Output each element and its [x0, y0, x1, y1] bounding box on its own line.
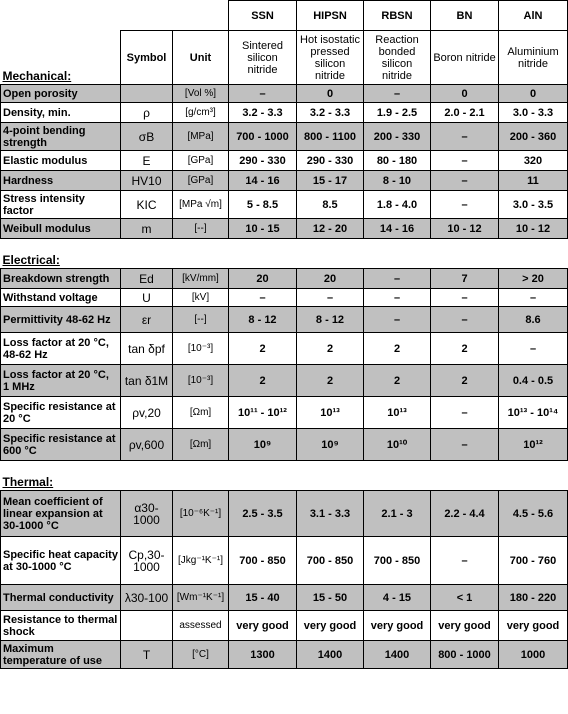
desc-aln: Aluminium nitride: [499, 31, 568, 85]
value-ssn: 700 - 850: [229, 537, 297, 585]
value-aln: 320: [499, 151, 568, 171]
value-ssn: 2.5 - 3.5: [229, 491, 297, 537]
value-hipsn: 20: [297, 269, 364, 289]
desc-rbsn: Reaction bonded silicon nitride: [364, 31, 431, 85]
unit-cell: [kV]: [173, 289, 229, 307]
value-aln: 3.0 - 3.5: [499, 191, 568, 219]
electrical-title-row: [1, 239, 568, 269]
unit-cell: [°C]: [173, 641, 229, 669]
value-bn: 2: [431, 333, 499, 365]
mechanical-row: [1, 191, 568, 219]
value-rbsn: –: [364, 307, 431, 333]
value-aln: 8.6: [499, 307, 568, 333]
property-name: Open porosity: [1, 85, 121, 103]
code-bn: BN: [431, 1, 499, 31]
symbol-cell: [121, 611, 173, 641]
value-ssn: 1300: [229, 641, 297, 669]
value-bn: 800 - 1000: [431, 641, 499, 669]
code-hipsn: HIPSN: [297, 1, 364, 31]
value-aln: 180 - 220: [499, 585, 568, 611]
property-name: Permittivity 48-62 Hz: [1, 307, 121, 333]
value-rbsn: –: [364, 269, 431, 289]
value-hipsn: 2: [297, 333, 364, 365]
symbol-cell: Cp,30-1000: [121, 537, 173, 585]
value-aln: 3.0 - 3.3: [499, 103, 568, 123]
symbol-cell: U: [121, 289, 173, 307]
property-name: Mean coefficient of linear expansion at 30-1000 °C: [1, 491, 121, 537]
value-hipsn: 8 - 12: [297, 307, 364, 333]
value-ssn: 14 - 16: [229, 171, 297, 191]
value-ssn: 10¹¹ - 10¹²: [229, 397, 297, 429]
property-name: Loss factor at 20 °C, 48-62 Hz: [1, 333, 121, 365]
description-row: [1, 31, 568, 85]
property-name: Breakdown strength: [1, 269, 121, 289]
desc-hipsn: Hot isostatic pressed silicon nitride: [297, 31, 364, 85]
value-rbsn: very good: [364, 611, 431, 641]
mechanical-section: [1, 85, 568, 239]
value-hipsn: 3.2 - 3.3: [297, 103, 364, 123]
value-ssn: 20: [229, 269, 297, 289]
value-ssn: 10⁹: [229, 429, 297, 461]
unit-cell: [--]: [173, 219, 229, 239]
value-bn: very good: [431, 611, 499, 641]
value-bn: < 1: [431, 585, 499, 611]
value-aln: 1000: [499, 641, 568, 669]
value-rbsn: 80 - 180: [364, 151, 431, 171]
value-bn: 0: [431, 85, 499, 103]
electrical-row: [1, 289, 568, 307]
value-hipsn: 15 - 17: [297, 171, 364, 191]
value-hipsn: 12 - 20: [297, 219, 364, 239]
section-thermal: Thermal:: [2, 475, 54, 489]
symbol-header: Symbol: [121, 31, 173, 85]
electrical-section: [1, 269, 568, 461]
electrical-row: [1, 429, 568, 461]
value-hipsn: very good: [297, 611, 364, 641]
value-ssn: –: [229, 85, 297, 103]
property-name: Hardness: [1, 171, 121, 191]
electrical-row: [1, 307, 568, 333]
value-ssn: 700 - 1000: [229, 123, 297, 151]
value-bn: –: [431, 171, 499, 191]
unit-cell: [10⁻³]: [173, 333, 229, 365]
value-hipsn: 3.1 - 3.3: [297, 491, 364, 537]
property-name: Thermal conductivity: [1, 585, 121, 611]
unit-cell: [kV/mm]: [173, 269, 229, 289]
value-ssn: very good: [229, 611, 297, 641]
value-hipsn: 15 - 50: [297, 585, 364, 611]
unit-cell: [g/cm³]: [173, 103, 229, 123]
value-ssn: –: [229, 289, 297, 307]
mechanical-row: [1, 151, 568, 171]
mechanical-row: [1, 171, 568, 191]
section-electrical: Electrical:: [2, 253, 60, 267]
value-bn: –: [431, 537, 499, 585]
value-rbsn: 4 - 15: [364, 585, 431, 611]
code-aln: AlN: [499, 1, 568, 31]
value-bn: –: [431, 151, 499, 171]
property-name: Resistance to thermal shock: [1, 611, 121, 641]
value-rbsn: 1.9 - 2.5: [364, 103, 431, 123]
material-code-row: [1, 1, 568, 31]
unit-cell: [Vol %]: [173, 85, 229, 103]
desc-ssn: Sintered silicon nitride: [229, 31, 297, 85]
symbol-cell: ρv,600: [121, 429, 173, 461]
symbol-cell: εr: [121, 307, 173, 333]
value-aln: 11: [499, 171, 568, 191]
value-rbsn: –: [364, 85, 431, 103]
value-bn: –: [431, 123, 499, 151]
value-rbsn: 200 - 330: [364, 123, 431, 151]
value-aln: 0: [499, 85, 568, 103]
unit-cell: [10⁻³]: [173, 365, 229, 397]
thermal-row: [1, 641, 568, 669]
thermal-section: [1, 491, 568, 669]
value-aln: 0.4 - 0.5: [499, 365, 568, 397]
value-ssn: 8 - 12: [229, 307, 297, 333]
value-ssn: 15 - 40: [229, 585, 297, 611]
value-rbsn: 8 - 10: [364, 171, 431, 191]
property-name: Withstand voltage: [1, 289, 121, 307]
section-mechanical: Mechanical:: [2, 69, 72, 83]
value-bn: –: [431, 191, 499, 219]
value-bn: 10 - 12: [431, 219, 499, 239]
unit-cell: [GPa]: [173, 151, 229, 171]
property-name: Weibull modulus: [1, 219, 121, 239]
value-rbsn: 1400: [364, 641, 431, 669]
value-hipsn: 800 - 1100: [297, 123, 364, 151]
value-hipsn: 10⁹: [297, 429, 364, 461]
value-hipsn: 0: [297, 85, 364, 103]
symbol-cell: [121, 85, 173, 103]
symbol-cell: E: [121, 151, 173, 171]
value-rbsn: –: [364, 289, 431, 307]
value-hipsn: 10¹³: [297, 397, 364, 429]
value-bn: 2: [431, 365, 499, 397]
value-bn: –: [431, 289, 499, 307]
property-name: Elastic modulus: [1, 151, 121, 171]
value-rbsn: 1.8 - 4.0: [364, 191, 431, 219]
value-ssn: 5 - 8.5: [229, 191, 297, 219]
property-name: Maximum temperature of use: [1, 641, 121, 669]
value-aln: 200 - 360: [499, 123, 568, 151]
mechanical-row: [1, 123, 568, 151]
unit-cell: [MPa √m]: [173, 191, 229, 219]
electrical-row: [1, 269, 568, 289]
thermal-title-row: [1, 461, 568, 491]
property-name: Density, min.: [1, 103, 121, 123]
unit-header: Unit: [173, 31, 229, 85]
value-hipsn: 1400: [297, 641, 364, 669]
thermal-row: [1, 537, 568, 585]
electrical-row: [1, 333, 568, 365]
symbol-cell: α30-1000: [121, 491, 173, 537]
property-name: Specific heat capacity at 30-1000 °C: [1, 537, 121, 585]
value-aln: 10 - 12: [499, 219, 568, 239]
unit-cell: [Ωm]: [173, 397, 229, 429]
value-hipsn: 700 - 850: [297, 537, 364, 585]
value-rbsn: 2.1 - 3: [364, 491, 431, 537]
value-aln: –: [499, 333, 568, 365]
value-ssn: 2: [229, 365, 297, 397]
symbol-cell: tan δ1M: [121, 365, 173, 397]
unit-cell: [Wm⁻¹K⁻¹]: [173, 585, 229, 611]
unit-cell: [Jkg⁻¹K⁻¹]: [173, 537, 229, 585]
value-rbsn: 10¹³: [364, 397, 431, 429]
thermal-row: [1, 585, 568, 611]
unit-cell: [GPa]: [173, 171, 229, 191]
value-hipsn: 2: [297, 365, 364, 397]
electrical-row: [1, 365, 568, 397]
value-hipsn: 290 - 330: [297, 151, 364, 171]
thermal-row: [1, 491, 568, 537]
value-hipsn: 8.5: [297, 191, 364, 219]
value-ssn: 3.2 - 3.3: [229, 103, 297, 123]
value-bn: –: [431, 397, 499, 429]
value-aln: –: [499, 289, 568, 307]
symbol-cell: m: [121, 219, 173, 239]
symbol-cell: λ30-100: [121, 585, 173, 611]
value-ssn: 290 - 330: [229, 151, 297, 171]
mechanical-row: [1, 219, 568, 239]
code-rbsn: RBSN: [364, 1, 431, 31]
symbol-cell: ρ: [121, 103, 173, 123]
value-bn: –: [431, 307, 499, 333]
value-bn: –: [431, 429, 499, 461]
value-aln: 4.5 - 5.6: [499, 491, 568, 537]
symbol-cell: Ed: [121, 269, 173, 289]
value-aln: > 20: [499, 269, 568, 289]
electrical-row: [1, 397, 568, 429]
value-hipsn: –: [297, 289, 364, 307]
property-name: Loss factor at 20 °C, 1 MHz: [1, 365, 121, 397]
desc-bn: Boron nitride: [431, 31, 499, 85]
value-rbsn: 2: [364, 365, 431, 397]
symbol-cell: tan δpf: [121, 333, 173, 365]
value-ssn: 10 - 15: [229, 219, 297, 239]
unit-cell: [Ωm]: [173, 429, 229, 461]
property-name: Specific resistance at 600 °C: [1, 429, 121, 461]
mechanical-row: [1, 85, 568, 103]
value-aln: very good: [499, 611, 568, 641]
property-name: 4-point bending strength: [1, 123, 121, 151]
symbol-cell: HV10: [121, 171, 173, 191]
value-rbsn: 14 - 16: [364, 219, 431, 239]
value-aln: 700 - 760: [499, 537, 568, 585]
value-bn: 7: [431, 269, 499, 289]
value-rbsn: 2: [364, 333, 431, 365]
property-name: Stress intensity factor: [1, 191, 121, 219]
value-aln: 10¹³ - 10¹⁴: [499, 397, 568, 429]
unit-cell: [10⁻⁶K⁻¹]: [173, 491, 229, 537]
unit-cell: [MPa]: [173, 123, 229, 151]
value-rbsn: 700 - 850: [364, 537, 431, 585]
unit-cell: [--]: [173, 307, 229, 333]
thermal-row: [1, 611, 568, 641]
symbol-cell: T: [121, 641, 173, 669]
mechanical-row: [1, 103, 568, 123]
symbol-cell: KIC: [121, 191, 173, 219]
value-bn: 2.2 - 4.4: [431, 491, 499, 537]
property-name: Specific resistance at 20 °C: [1, 397, 121, 429]
symbol-cell: σB: [121, 123, 173, 151]
symbol-cell: ρv,20: [121, 397, 173, 429]
value-bn: 2.0 - 2.1: [431, 103, 499, 123]
value-aln: 10¹²: [499, 429, 568, 461]
value-rbsn: 10¹⁰: [364, 429, 431, 461]
unit-cell: assessed: [173, 611, 229, 641]
code-ssn: SSN: [229, 1, 297, 31]
value-ssn: 2: [229, 333, 297, 365]
